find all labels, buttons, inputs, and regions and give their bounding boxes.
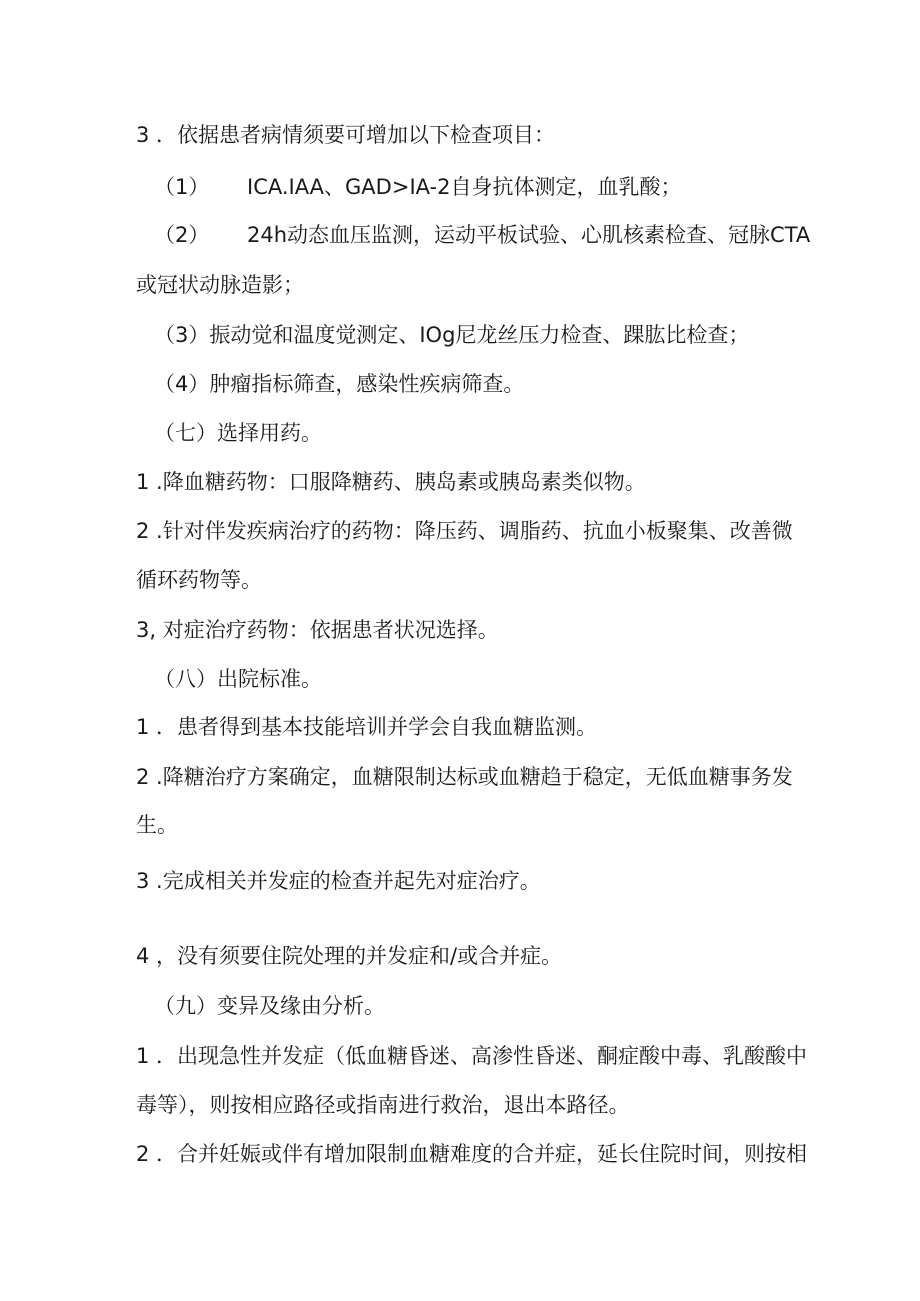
text-line: 生。 <box>136 813 178 837</box>
text-line: 3, 对症治疗药物：依据患者状况选择。 <box>136 618 499 642</box>
text-line: （4）肿瘤指标筛查，感染性疾病筛查。 <box>154 372 525 396</box>
section-heading: （七）选择用药。 <box>154 421 322 445</box>
text-line: 3 ．依据患者病情须要可增加以下检查项目： <box>136 123 556 147</box>
section-heading: （九）变异及缘由分析。 <box>154 994 385 1018</box>
text-line: 2 .针对伴发疾病治疗的药物：降压药、调脂药、抗血小板聚集、改善微 <box>136 519 793 543</box>
text-line: 或冠状动脉造影； <box>136 273 304 297</box>
text-line: ICA.IAA、GAD>IA-2自身抗体测定，血乳酸； <box>247 175 682 199</box>
text-line: 1 ．出现急性并发症（低血糖昏迷、高渗性昏迷、酮症酸中毒、乳酸酸中 <box>136 1044 808 1068</box>
text-line: 循环药物等。 <box>136 568 262 592</box>
section-heading: （八）出院标准。 <box>154 667 322 691</box>
text-line: （3）振动觉和温度觉测定、IOg尼龙丝压力检查、踝肱比检查； <box>154 323 750 347</box>
text-line: 毒等），则按相应路径或指南进行救治，退出本路径。 <box>136 1093 630 1117</box>
text-line: 1 .降血糖药物：口服降糖药、胰岛素或胰岛素类似物。 <box>136 470 646 494</box>
text-line: 2 .降糖治疗方案确定，血糖限制达标或血糖趋于稳定，无低血糖事务发 <box>136 765 793 789</box>
text-line: 24h动态血压监测，运动平板试验、心肌核素检查、冠脉CTA <box>247 223 811 247</box>
list-marker: （1） <box>154 175 210 199</box>
text-line: 1 ．患者得到基本技能培训并学会自我血糖监测。 <box>136 715 598 739</box>
text-line: 4 ，没有须要住院处理的并发症和/或合并症。 <box>136 944 563 968</box>
list-marker: （2） <box>154 223 210 247</box>
text-line: 2 ．合并妊娠或伴有增加限制血糖难度的合并症，延长住院时间，则按相 <box>136 1142 808 1166</box>
text-line: 3 .完成相关并发症的检查并起先对症治疗。 <box>136 869 541 893</box>
